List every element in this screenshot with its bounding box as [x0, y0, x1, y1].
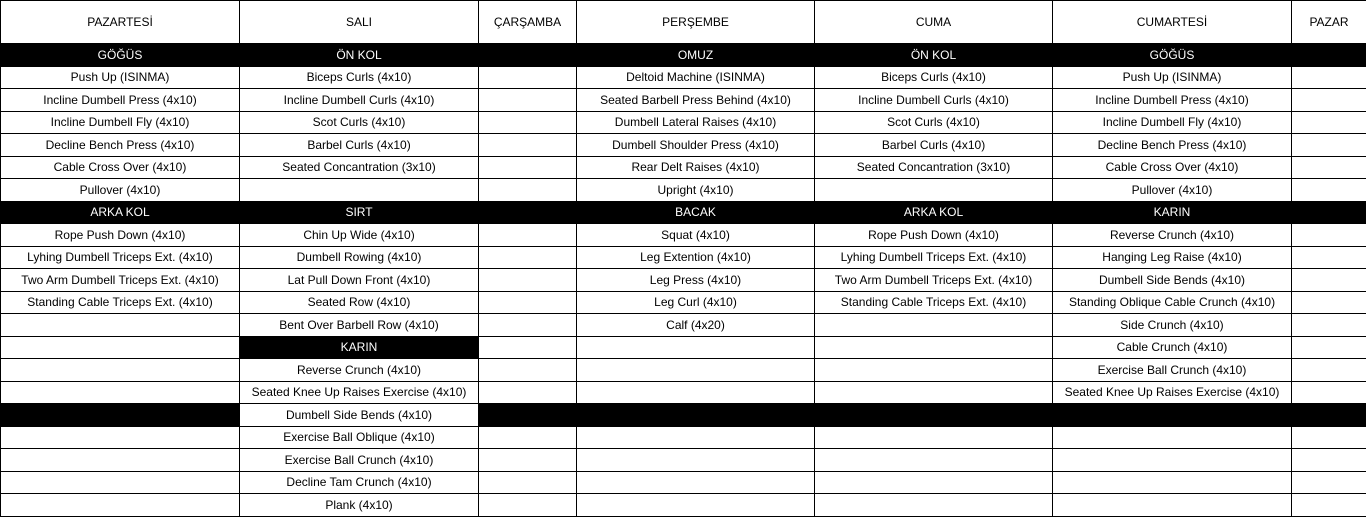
- empty-cell: [1292, 471, 1366, 494]
- exercise-cell: Bent Over Barbell Row (4x10): [240, 314, 479, 337]
- empty-cell: [815, 381, 1053, 404]
- empty-cell: [815, 494, 1053, 517]
- empty-cell: [240, 179, 479, 202]
- muscle-group-header: OMUZ: [577, 44, 815, 67]
- exercise-cell: Rear Delt Raises (4x10): [577, 156, 815, 179]
- table-row: [1, 224, 1366, 247]
- empty-cell: [479, 134, 577, 157]
- muscle-group-header: ARKA KOL: [1, 201, 240, 224]
- exercise-cell: Seated Knee Up Raises Exercise (4x10): [1053, 381, 1292, 404]
- empty-cell: [1292, 494, 1366, 517]
- empty-cell: [815, 404, 1053, 427]
- empty-cell: [577, 359, 815, 382]
- empty-cell: [1292, 111, 1366, 134]
- table-row: [1, 471, 1366, 494]
- table-row: [1, 426, 1366, 449]
- empty-cell: [479, 66, 577, 89]
- empty-cell: [1, 381, 240, 404]
- exercise-cell: Seated Knee Up Raises Exercise (4x10): [240, 381, 479, 404]
- empty-cell: [1292, 269, 1366, 292]
- table-row: [1, 404, 1366, 427]
- empty-cell: [1, 314, 240, 337]
- exercise-cell: Exercise Ball Oblique (4x10): [240, 426, 479, 449]
- day-header-thursday: PERŞEMBE: [577, 1, 815, 44]
- empty-cell: [1292, 134, 1366, 157]
- muscle-group-header: ÖN KOL: [815, 44, 1053, 67]
- empty-cell: [1, 404, 240, 427]
- exercise-cell: Dumbell Side Bends (4x10): [240, 404, 479, 427]
- empty-cell: [1292, 179, 1366, 202]
- exercise-cell: Dumbell Shoulder Press (4x10): [577, 134, 815, 157]
- table-row: [1, 336, 1366, 359]
- empty-cell: [479, 381, 577, 404]
- empty-cell: [815, 449, 1053, 472]
- day-header-row: [1, 1, 1366, 44]
- exercise-cell: Deltoid Machine (ISINMA): [577, 66, 815, 89]
- empty-cell: [479, 494, 577, 517]
- exercise-cell: Incline Dumbell Press (4x10): [1053, 89, 1292, 112]
- table-row: [1, 156, 1366, 179]
- empty-cell: [1292, 44, 1366, 67]
- empty-cell: [479, 224, 577, 247]
- exercise-cell: Decline Tam Crunch (4x10): [240, 471, 479, 494]
- exercise-cell: Rope Push Down (4x10): [815, 224, 1053, 247]
- empty-cell: [1053, 449, 1292, 472]
- exercise-cell: Leg Curl (4x10): [577, 291, 815, 314]
- empty-cell: [1292, 449, 1366, 472]
- table-row: [1, 381, 1366, 404]
- empty-cell: [577, 449, 815, 472]
- empty-cell: [577, 381, 815, 404]
- exercise-cell: Cable Crunch (4x10): [1053, 336, 1292, 359]
- empty-cell: [1292, 291, 1366, 314]
- empty-cell: [1292, 224, 1366, 247]
- exercise-cell: Exercise Ball Crunch (4x10): [1053, 359, 1292, 382]
- exercise-cell: Standing Oblique Cable Crunch (4x10): [1053, 291, 1292, 314]
- muscle-group-header: KARIN: [1053, 201, 1292, 224]
- exercise-cell: Incline Dumbell Curls (4x10): [240, 89, 479, 112]
- table-row: [1, 89, 1366, 112]
- exercise-cell: Barbel Curls (4x10): [240, 134, 479, 157]
- empty-cell: [1292, 246, 1366, 269]
- exercise-cell: Chin Up Wide (4x10): [240, 224, 479, 247]
- empty-cell: [1, 471, 240, 494]
- exercise-cell: Push Up (ISINMA): [1053, 66, 1292, 89]
- table-row: [1, 134, 1366, 157]
- empty-cell: [479, 449, 577, 472]
- empty-cell: [1053, 471, 1292, 494]
- empty-cell: [479, 201, 577, 224]
- empty-cell: [577, 404, 815, 427]
- exercise-cell: Decline Bench Press (4x10): [1, 134, 240, 157]
- empty-cell: [1292, 314, 1366, 337]
- table-row: [1, 246, 1366, 269]
- exercise-cell: Calf (4x20): [577, 314, 815, 337]
- empty-cell: [479, 44, 577, 67]
- empty-cell: [1, 426, 240, 449]
- exercise-cell: Exercise Ball Crunch (4x10): [240, 449, 479, 472]
- empty-cell: [479, 246, 577, 269]
- empty-cell: [479, 156, 577, 179]
- exercise-cell: Dumbell Side Bends (4x10): [1053, 269, 1292, 292]
- exercise-cell: Standing Cable Triceps Ext. (4x10): [815, 291, 1053, 314]
- empty-cell: [815, 359, 1053, 382]
- empty-cell: [1, 449, 240, 472]
- empty-cell: [815, 314, 1053, 337]
- exercise-cell: Reverse Crunch (4x10): [240, 359, 479, 382]
- table-row: [1, 494, 1366, 517]
- exercise-cell: Lat Pull Down Front (4x10): [240, 269, 479, 292]
- table-row: [1, 179, 1366, 202]
- empty-cell: [577, 426, 815, 449]
- exercise-cell: Dumbell Lateral Raises (4x10): [577, 111, 815, 134]
- exercise-cell: Squat (4x10): [577, 224, 815, 247]
- muscle-group-header: ARKA KOL: [815, 201, 1053, 224]
- exercise-cell: Scot Curls (4x10): [240, 111, 479, 134]
- empty-cell: [479, 291, 577, 314]
- empty-cell: [1292, 359, 1366, 382]
- empty-cell: [479, 269, 577, 292]
- exercise-cell: Cable Cross Over (4x10): [1053, 156, 1292, 179]
- empty-cell: [479, 426, 577, 449]
- exercise-cell: Incline Dumbell Fly (4x10): [1053, 111, 1292, 134]
- exercise-cell: Side Crunch (4x10): [1053, 314, 1292, 337]
- muscle-group-header: GÖĞÜS: [1053, 44, 1292, 67]
- exercise-cell: Lyhing Dumbell Triceps Ext. (4x10): [815, 246, 1053, 269]
- exercise-cell: Lyhing Dumbell Triceps Ext. (4x10): [1, 246, 240, 269]
- empty-cell: [1292, 156, 1366, 179]
- exercise-cell: Reverse Crunch (4x10): [1053, 224, 1292, 247]
- exercise-cell: Pullover (4x10): [1, 179, 240, 202]
- exercise-cell: Leg Extention (4x10): [577, 246, 815, 269]
- exercise-cell: Incline Dumbell Press (4x10): [1, 89, 240, 112]
- day-header-tuesday: SALI: [240, 1, 479, 44]
- empty-cell: [815, 336, 1053, 359]
- empty-cell: [577, 336, 815, 359]
- table-row: [1, 359, 1366, 382]
- exercise-cell: Two Arm Dumbell Triceps Ext. (4x10): [815, 269, 1053, 292]
- exercise-cell: Seated Barbell Press Behind (4x10): [577, 89, 815, 112]
- empty-cell: [815, 426, 1053, 449]
- exercise-cell: Plank (4x10): [240, 494, 479, 517]
- empty-cell: [479, 359, 577, 382]
- exercise-cell: Leg Press (4x10): [577, 269, 815, 292]
- day-header-sunday: PAZAR: [1292, 1, 1366, 44]
- empty-cell: [1292, 336, 1366, 359]
- table-row: [1, 201, 1366, 224]
- exercise-cell: Rope Push Down (4x10): [1, 224, 240, 247]
- empty-cell: [1, 336, 240, 359]
- exercise-cell: Upright (4x10): [577, 179, 815, 202]
- muscle-group-header: BACAK: [577, 201, 815, 224]
- day-header-monday: PAZARTESİ: [1, 1, 240, 44]
- table-row: [1, 314, 1366, 337]
- empty-cell: [479, 314, 577, 337]
- day-header-friday: CUMA: [815, 1, 1053, 44]
- empty-cell: [815, 471, 1053, 494]
- empty-cell: [1292, 381, 1366, 404]
- empty-cell: [479, 179, 577, 202]
- empty-cell: [1292, 426, 1366, 449]
- empty-cell: [815, 179, 1053, 202]
- empty-cell: [577, 471, 815, 494]
- day-header-saturday: CUMARTESİ: [1053, 1, 1292, 44]
- exercise-cell: Seated Concantration (3x10): [815, 156, 1053, 179]
- exercise-cell: Cable Cross Over (4x10): [1, 156, 240, 179]
- empty-cell: [479, 471, 577, 494]
- exercise-cell: Two Arm Dumbell Triceps Ext. (4x10): [1, 269, 240, 292]
- exercise-cell: Push Up (ISINMA): [1, 66, 240, 89]
- empty-cell: [1053, 494, 1292, 517]
- muscle-group-header: ÖN KOL: [240, 44, 479, 67]
- table-row: [1, 66, 1366, 89]
- table-row: [1, 449, 1366, 472]
- empty-cell: [1, 359, 240, 382]
- table-row: [1, 44, 1366, 67]
- exercise-cell: Dumbell Rowing (4x10): [240, 246, 479, 269]
- table-row: [1, 269, 1366, 292]
- exercise-cell: Biceps Curls (4x10): [240, 66, 479, 89]
- empty-cell: [1292, 201, 1366, 224]
- empty-cell: [1292, 66, 1366, 89]
- muscle-group-header: GÖĞÜS: [1, 44, 240, 67]
- exercise-cell: Pullover (4x10): [1053, 179, 1292, 202]
- empty-cell: [1053, 426, 1292, 449]
- exercise-cell: Incline Dumbell Fly (4x10): [1, 111, 240, 134]
- empty-cell: [479, 111, 577, 134]
- exercise-cell: Seated Concantration (3x10): [240, 156, 479, 179]
- exercise-cell: Biceps Curls (4x10): [815, 66, 1053, 89]
- empty-cell: [479, 404, 577, 427]
- exercise-cell: Seated Row (4x10): [240, 291, 479, 314]
- empty-cell: [1, 494, 240, 517]
- empty-cell: [1292, 89, 1366, 112]
- exercise-cell: Scot Curls (4x10): [815, 111, 1053, 134]
- empty-cell: [577, 494, 815, 517]
- empty-cell: [479, 336, 577, 359]
- exercise-cell: Barbel Curls (4x10): [815, 134, 1053, 157]
- muscle-group-header: KARIN: [240, 336, 479, 359]
- muscle-group-header: SIRT: [240, 201, 479, 224]
- exercise-cell: Hanging Leg Raise (4x10): [1053, 246, 1292, 269]
- day-header-wednesday: ÇARŞAMBA: [479, 1, 577, 44]
- empty-cell: [1053, 404, 1292, 427]
- exercise-cell: Decline Bench Press (4x10): [1053, 134, 1292, 157]
- empty-cell: [1292, 404, 1366, 427]
- table-row: [1, 291, 1366, 314]
- exercise-cell: Incline Dumbell Curls (4x10): [815, 89, 1053, 112]
- table-row: [1, 111, 1366, 134]
- empty-cell: [479, 89, 577, 112]
- exercise-cell: Standing Cable Triceps Ext. (4x10): [1, 291, 240, 314]
